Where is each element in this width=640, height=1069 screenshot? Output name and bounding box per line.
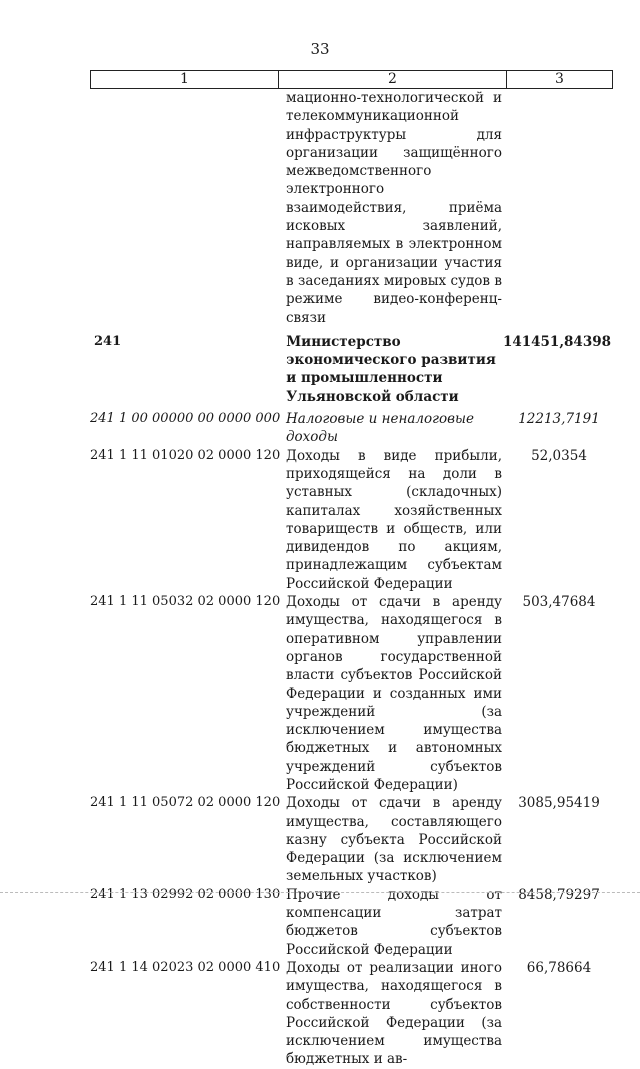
table-header	[90, 70, 613, 89]
table-row	[90, 447, 611, 593]
amount-cell: 503,47684	[522, 594, 596, 611]
amount-cell: 66,78664	[526, 959, 592, 976]
amount-cell: 3085,95419	[518, 795, 600, 812]
code-cell: 241 1 00 00000 00 0000 000	[90, 411, 281, 427]
page-bottom-rule	[0, 892, 640, 893]
code-cell: 241 1 11 01020 02 0000 120	[90, 447, 281, 463]
table-row	[90, 593, 611, 794]
table-row	[90, 89, 611, 327]
header-col-2: 2	[279, 71, 507, 88]
amount-cell	[507, 89, 611, 327]
amount-cell: 8458,79297	[518, 886, 600, 903]
amount-cell: 141451,84398	[502, 333, 611, 350]
header-col-1: 1	[91, 71, 279, 88]
revenue-table	[90, 88, 611, 1069]
description-cell: Доходы в виде прибыли, приходящейся на доли в уставных (складочных) капиталах хозяйственных товариществ и обществ, или дивидендов по акциям, принадлежащим субъектам Российской Федерации	[286, 447, 502, 592]
code-cell: 241	[94, 333, 122, 349]
code-cell: 241 1 13 02992 02 0000 130	[90, 886, 281, 902]
code-cell: 241 1 11 05072 02 0000 120	[90, 795, 281, 811]
description-cell: Министерство экономического развития и промышленности Ульяновской области	[286, 333, 496, 405]
table-row	[90, 410, 611, 447]
code-cell: 241 1 14 02023 02 0000 410	[90, 959, 281, 975]
amount-cell: 52,0354	[531, 447, 587, 464]
code-cell: 241 1 11 05032 02 0000 120	[90, 594, 281, 610]
amount-cell: 12213,7191	[518, 411, 600, 428]
table-row	[90, 959, 611, 1069]
description-cell: мационно-технологической и телекоммуникационной инфраструктуры для организации защищённого межведомственного электронного взаимодействия, приёма исковых заявлений, направляемых в электронном виде, и организации участия в заседаниях мировых судов в режиме видео-конференц-связи	[286, 90, 502, 326]
table-row	[90, 333, 611, 406]
description-cell: Доходы от сдачи в аренду имущества, составляющего казну субъекта Российской Федерации (за исключением земельных участков)	[286, 795, 502, 885]
description-cell: Доходы от сдачи в аренду имущества, находящегося в оперативном управлении органов государственной власти субъектов Российской Федерации и созданных ими учреждений (за исключением имущества бюджетных и автономных учреждений субъектов Российской Федерации)	[286, 594, 502, 793]
page-number: 33	[310, 40, 330, 58]
code-cell	[90, 89, 282, 327]
description-cell: Налоговые и неналоговые доходы	[286, 411, 474, 446]
header-col-3: 3	[555, 71, 564, 87]
table-row	[90, 886, 611, 959]
description-cell: Прочие доходы от компенсации затрат бюджетов субъектов Российской Федерации	[286, 886, 502, 958]
table-row	[90, 794, 611, 885]
description-cell: Доходы от реализации иного имущества, находящегося в собственности субъектов Российской Федерации (за исключением имущества бюджетных и ав-	[286, 959, 502, 1068]
